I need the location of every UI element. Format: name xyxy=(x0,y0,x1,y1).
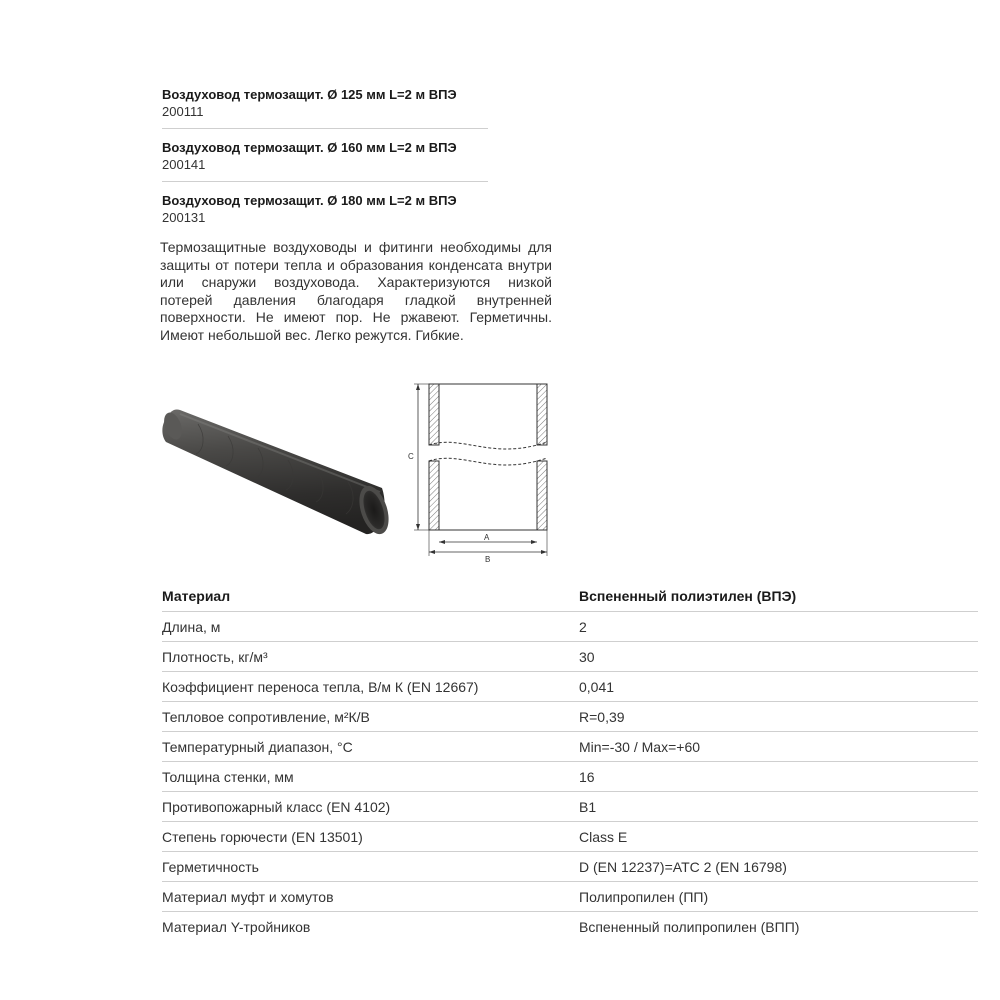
dimension-label-a: A xyxy=(484,533,490,542)
spec-label: Материал xyxy=(162,588,231,604)
spec-value: D (EN 12237)=ATC 2 (EN 16798) xyxy=(579,859,787,875)
product-code: 200141 xyxy=(162,157,206,172)
spec-row xyxy=(162,732,978,762)
spec-value: 0,041 xyxy=(579,679,615,695)
spec-label: Коэффициент переноса тепла, В/м К (EN 12667) xyxy=(162,679,479,695)
spec-label: Плотность, кг/м³ xyxy=(162,649,268,665)
specs-header-row xyxy=(162,581,978,612)
spec-value: Вспененный полипропилен (ВПП) xyxy=(579,919,800,935)
specs-table xyxy=(162,581,978,941)
spec-label: Степень горючести (EN 13501) xyxy=(162,829,363,845)
spec-label: Температурный диапазон, °С xyxy=(162,739,353,755)
spec-row xyxy=(162,642,978,672)
spec-row xyxy=(162,702,978,732)
spec-row xyxy=(162,792,978,822)
spec-value: Class E xyxy=(579,829,628,845)
product-name: Воздуховод термозащит. Ø 125 мм L=2 м ВПЭ xyxy=(162,87,457,102)
product-list xyxy=(162,86,488,226)
spec-row xyxy=(162,762,978,792)
product-code: 200131 xyxy=(162,210,206,225)
spec-label: Толщина стенки, мм xyxy=(162,769,294,785)
product-name: Воздуховод термозащит. Ø 180 мм L=2 м ВПЭ xyxy=(162,193,457,208)
product-code: 200111 xyxy=(162,104,204,119)
spec-value: Min=-30 / Max=+60 xyxy=(579,739,701,755)
product-item xyxy=(162,139,488,182)
product-item xyxy=(162,192,488,226)
spec-value: 16 xyxy=(579,769,595,785)
spec-label: Материал муфт и хомутов xyxy=(162,889,334,905)
product-description: Термозащитные воздуховоды и фитинги необходимы для защиты от потери тепла и образования конденсата внутри или снаружи воздуховода. Характеризуются низкой потерей давления благодаря гладкой внутренней поверхности. Не имеют пор. Не ржавеют. Герметичны. Имеют небольшой вес. Легко режутся. Гибкие. xyxy=(160,239,552,343)
spec-value: Вспененный полиэтилен (ВПЭ) xyxy=(579,588,797,604)
spec-label: Тепловое сопротивление, м²К/В xyxy=(162,709,370,725)
spec-row xyxy=(162,852,978,882)
spec-row xyxy=(162,882,978,912)
spec-value: B1 xyxy=(579,799,597,815)
spec-label: Длина, м xyxy=(162,619,221,635)
product-item xyxy=(162,86,488,129)
spec-row xyxy=(162,912,978,941)
spec-row xyxy=(162,612,978,642)
product-name: Воздуховод термозащит. Ø 160 мм L=2 м ВПЭ xyxy=(162,140,457,155)
dimension-diagram xyxy=(402,376,562,566)
spec-label: Материал Y-тройников xyxy=(162,919,311,935)
dimension-label-b: B xyxy=(485,555,491,564)
spec-value: 30 xyxy=(579,649,595,665)
spec-label: Противопожарный класс (EN 4102) xyxy=(162,799,391,815)
spec-value: R=0,39 xyxy=(579,709,625,725)
spec-value: Полипропилен (ПП) xyxy=(579,889,709,905)
pipe-image xyxy=(158,402,394,538)
spec-label: Герметичность xyxy=(162,859,259,875)
spec-row xyxy=(162,672,978,702)
dimension-label-c: C xyxy=(408,452,414,461)
spec-value: 2 xyxy=(579,619,587,635)
spec-row xyxy=(162,822,978,852)
